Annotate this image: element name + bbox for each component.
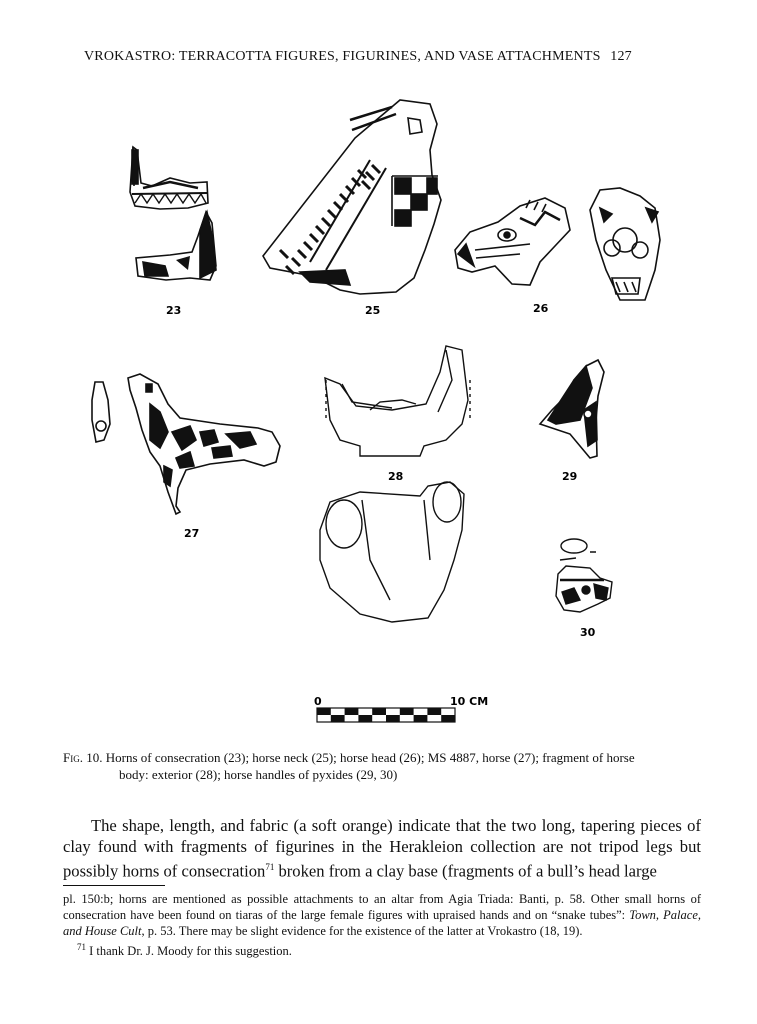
drawing-25-horse-neck [263,100,441,294]
label-25: 25 [365,304,381,317]
figure-number: Fig. 10. [63,750,103,765]
label-29: 29 [562,470,578,483]
footnote-reference-71[interactable]: 71 [265,862,275,872]
paragraph-text: The shape, length, and fabric (a soft orange) indicate that the two long, tapering pieces of clay found with fragments of figurines in the Herakleion collection are not tripod legs but possibly horns of consecration [63,816,701,881]
label-23: 23 [166,304,182,317]
label-30: 30 [580,626,596,639]
drawing-29-horse-handle [540,360,604,458]
scale-bar [314,695,488,722]
footnote-continued-end: , p. 53. There may be slight evidence for the existence of the latter at Vrokastro (18, 19). [141,924,583,938]
footnote-italic-title: Town, Palace, and House Cult [63,908,701,938]
footnote-71 [63,939,701,959]
page-number: 127 [610,49,632,64]
drawing-28-horse-body [320,346,470,622]
running-title: VROKASTRO: TERRACOTTA FIGURES, FIGURINES, AND VASE ATTACHMENTS [84,49,601,64]
footnote-continued [63,891,701,939]
footnote-71-number: 71 [77,942,86,952]
paragraph-text-end: broken from a clay base (fragments of a bull’s head large [274,861,657,881]
drawing-23-horns [130,147,216,280]
label-26: 26 [533,302,549,315]
body-paragraph [63,815,701,882]
figure-caption [63,749,703,783]
footnote-continued-text: pl. 150:b; horns are mentioned as possible attachments to an altar from Agia Triada: Banti, p. 58. Other small horns of consecration have been found on tiaras of the large female figures with upraised hands and on “snake tubes”: [63,892,701,922]
caption-line-2: body: exterior (28); horse handles of pyxides (29, 30) [119,767,398,782]
label-28: 28 [388,470,404,483]
caption-line-1: Horns of consecration (23); horse neck (25); horse head (26); MS 4887, horse (27); fragment of horse [105,750,635,765]
drawing-27-horse [92,374,280,514]
label-27: 27 [184,527,200,540]
footnote-71-text: I thank Dr. J. Moody for this suggestion. [86,944,292,959]
drawing-30-horse-handle [556,539,612,612]
drawing-26-horse-head [455,188,660,300]
footnote-rule [63,885,165,886]
scale-end-label: 10 CM [450,695,489,708]
footnotes [63,891,701,959]
scale-start-label: 0 [314,695,322,708]
